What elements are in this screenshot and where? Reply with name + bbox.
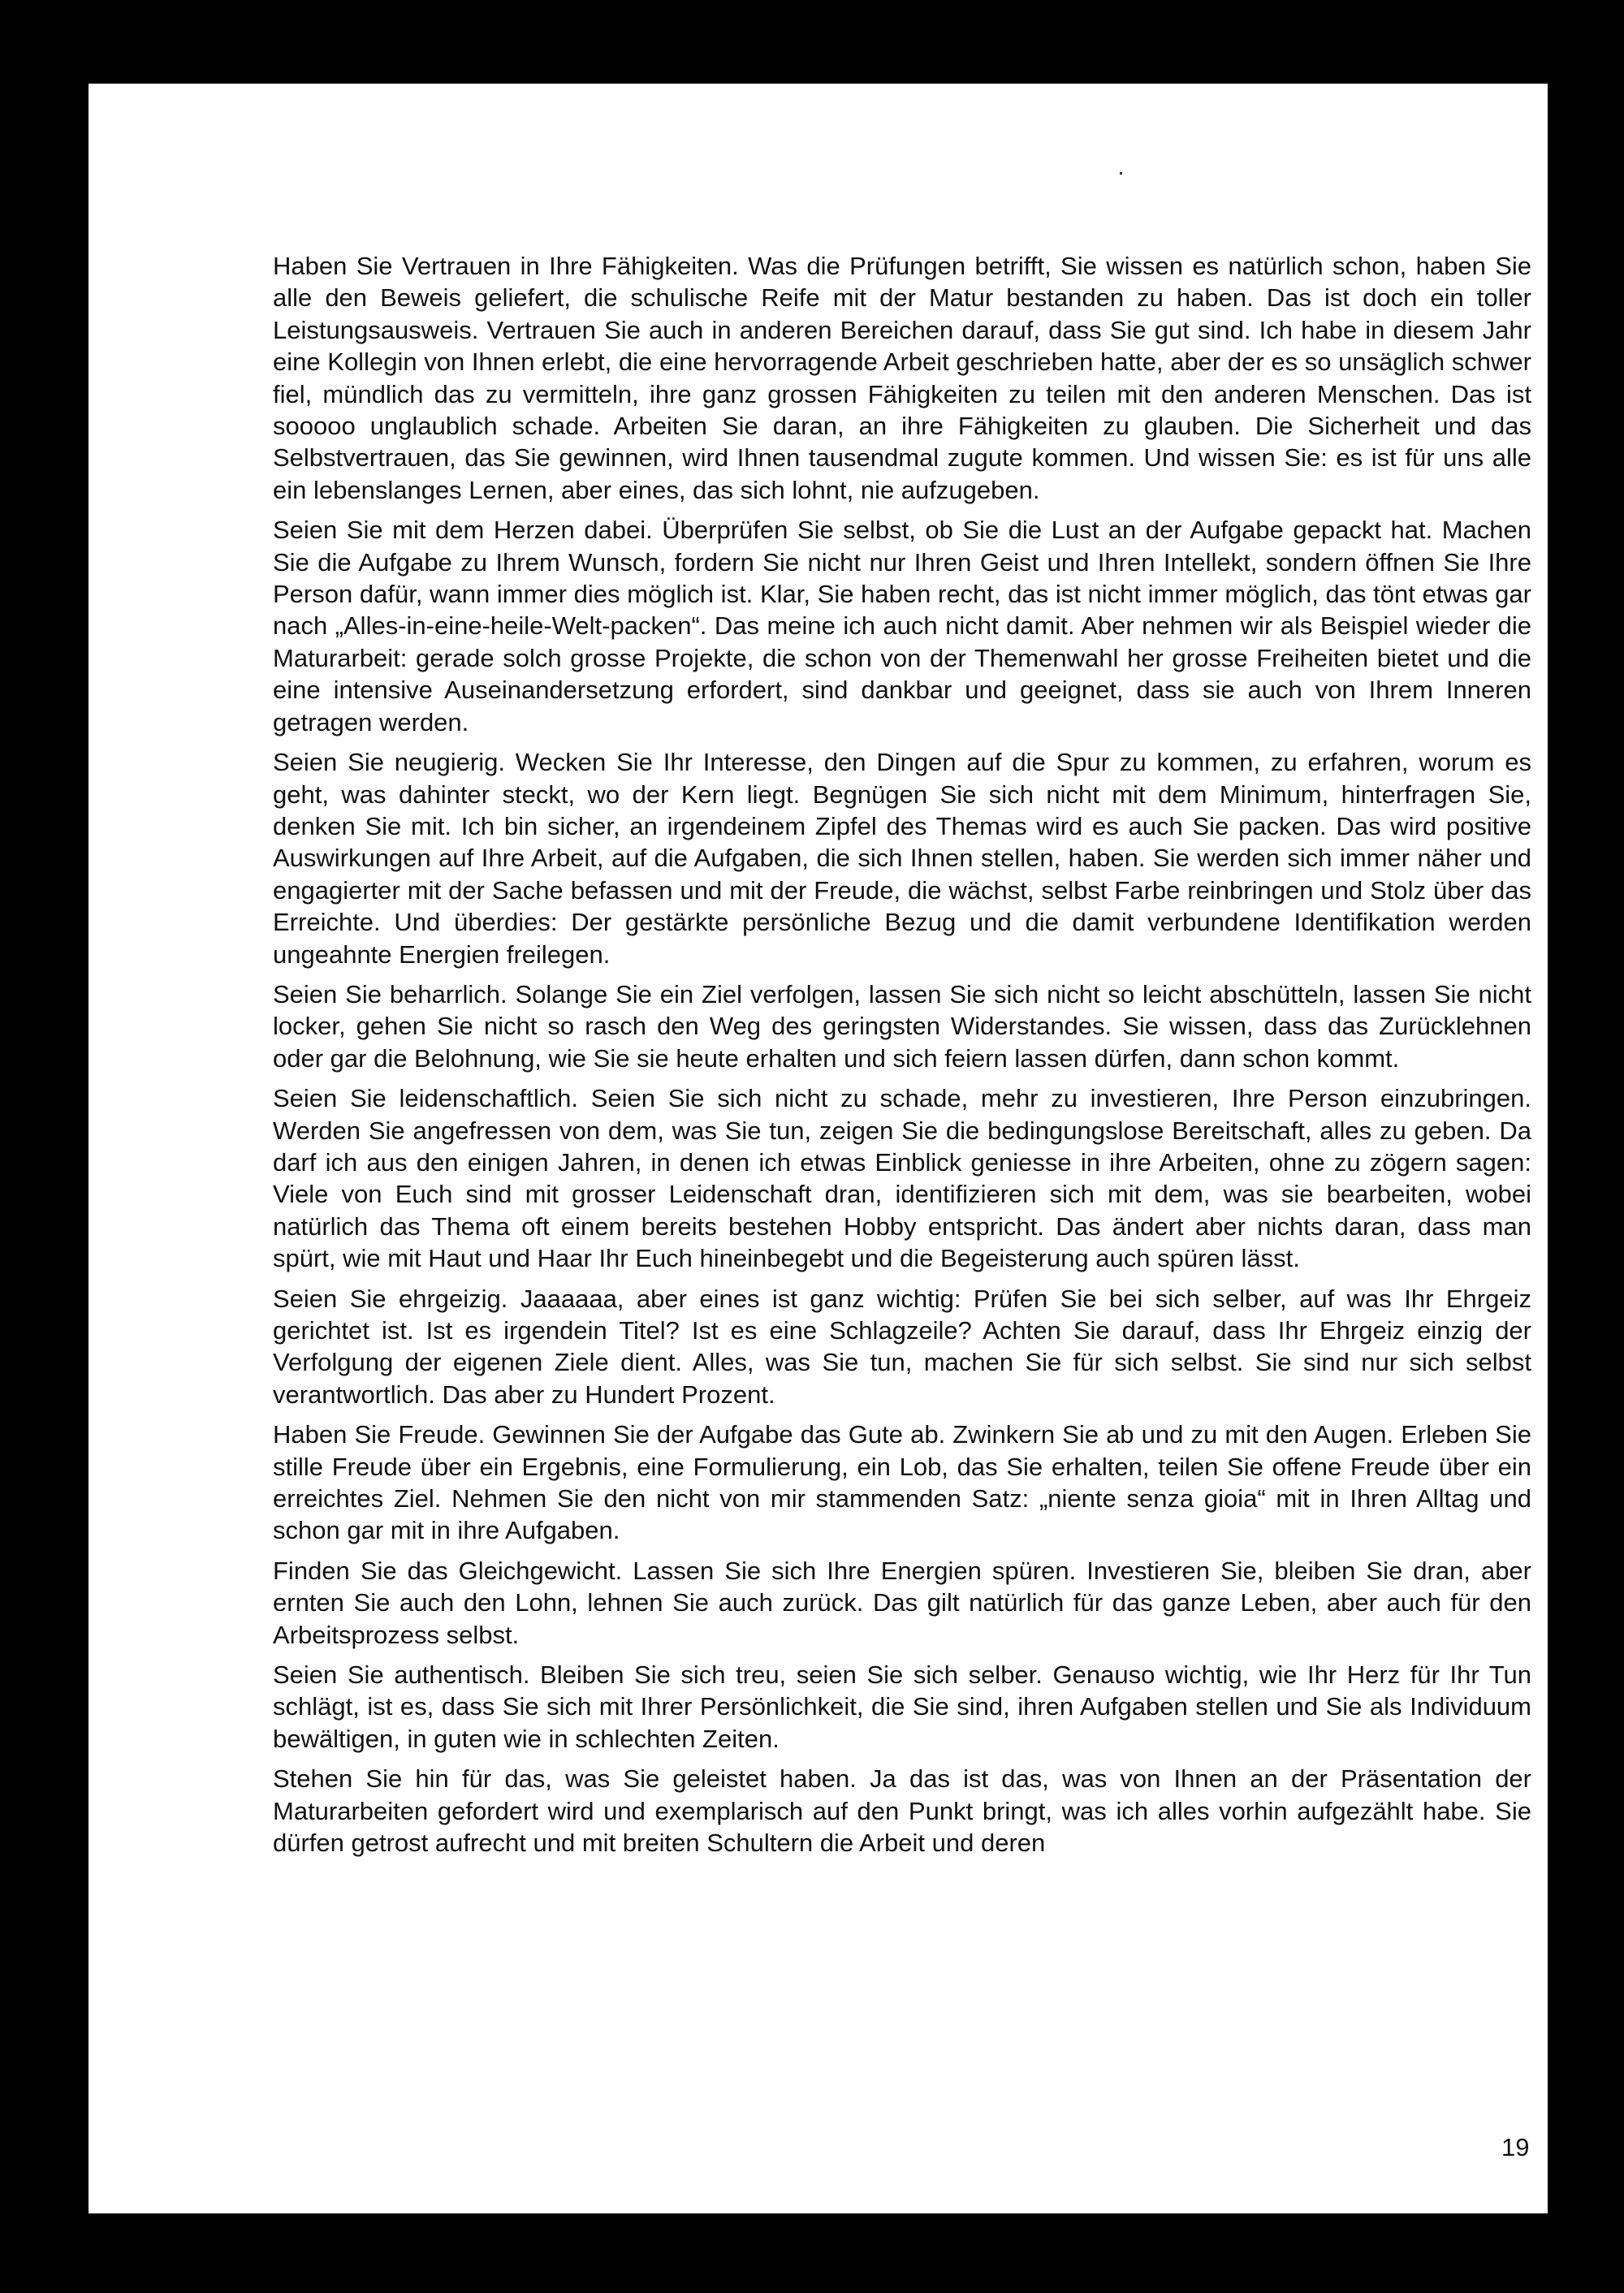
scan-speck (1120, 172, 1122, 175)
paragraph-neugierig: Seien Sie neugierig. Wecken Sie Ihr Interesse, den Dingen auf die Spur zu kommen, zu erfahren, worum es geht, was dahinter steckt, wo der Kern liegt. Begnügen Sie sich nicht mit dem Minimum, hinterfragen Sie, denken Sie mit. Ich bin sicher, an irgendeinem Zipfel des Themas wird es auch Sie packen. Das wird positive Auswirkungen auf Ihre Arbeit, auf die Aufgaben, die sich Ihnen stellen, haben. Sie werden sich immer näher und engagierter mit der Sache befassen und mit der Freude, die wächst, selbst Farbe reinbringen und Stolz über das Erreichte. Und überdies: Der gestärkte persönliche Bezug und die damit verbundene Identifikation werden ungeahnte Energien freilegen. (273, 748, 1531, 969)
paragraph-beharrlich: Seien Sie beharrlich. Solange Sie ein Ziel verfolgen, lassen Sie sich nicht so leicht abschütteln, lassen Sie nicht locker, gehen Sie nicht so rasch den Weg des geringsten Widerstandes. Sie wissen, dass das Zurücklehnen oder gar die Belohnung, wie Sie sie heute erhalten und sich feiern lassen dürfen, dann schon kommt. (273, 979, 1531, 1073)
paragraph-authentisch: Seien Sie authentisch. Bleiben Sie sich treu, seien Sie sich selber. Genauso wichtig, wie Ihr Herz für Ihr Tun schlägt, ist es, dass Sie sich mit Ihrer Persönlichkeit, die Sie sind, ihren Aufgaben stellen und Sie als Individuum bewältigen, in guten wie in schlechten Zeiten. (273, 1660, 1531, 1753)
page-number: 19 (1501, 2133, 1530, 2161)
paragraph-ehrgeizig: Seien Sie ehrgeizig. Jaaaaaa, aber eines ist ganz wichtig: Prüfen Sie bei sich selber, auf was Ihr Ehrgeiz gerichtet ist. Ist es irgendein Titel? Ist es eine Schlagzeile? Achten Sie darauf, dass Ihr Ehrgeiz einzig der Verfolgung der eigenen Ziele dient. Alles, was Sie tun, machen Sie für sich selbst. Sie sind nur sich selbst verantwortlich. Das aber zu Hundert Prozent. (273, 1284, 1531, 1409)
paragraph-gleichgewicht: Finden Sie das Gleichgewicht. Lassen Sie sich Ihre Energien spüren. Investieren Sie, bleiben Sie dran, aber ernten Sie auch den Lohn, lehnen Sie auch zurück. Das gilt natürlich für das ganze Leben, aber auch für den Arbeitsprozess selbst. (273, 1556, 1531, 1649)
paragraph-leidenschaftlich: Seien Sie leidenschaftlich. Seien Sie sich nicht zu schade, mehr zu investieren, Ihre Person einzubringen. Werden Sie angefressen von dem, was Sie tun, zeigen Sie die bedingungslose Bereitschaft, alles zu geben. Da darf ich aus den einigen Jahren, in denen ich etwas Einblick geniesse in ihre Arbeiten, ohne zu zögern sagen: Viele von Euch sind mit grosser Leidenschaft dran, identifizieren sich mit dem, was sie bearbeiten, wobei natürlich das Thema oft einem bereits bestehen Hobby entspricht. Das ändert aber nichts daran, dass man spürt, wie mit Haut und Haar Ihr Euch hineinbegebt und die Begeisterung auch spüren lässt. (273, 1084, 1531, 1273)
paragraph-freude: Haben Sie Freude. Gewinnen Sie der Aufgabe das Gute ab. Zwinkern Sie ab und zu mit den Augen. Erleben Sie stille Freude über ein Ergebnis, eine Formulierung, ein Lob, das Sie erhalten, teilen Sie offene Freude über ein erreichtes Ziel. Nehmen Sie den nicht von mir stammenden Satz: „niente senza gioia“ mit in Ihren Alltag und schon gar mit in ihre Aufgaben. (273, 1420, 1531, 1545)
paragraph-herzen: Seien Sie mit dem Herzen dabei. Überprüfen Sie selbst, ob Sie die Lust an der Aufgabe gepackt hat. Machen Sie die Aufgabe zu Ihrem Wunsch, fordern Sie nicht nur Ihren Geist und Ihren Intellekt, sondern öffnen Sie Ihre Person dafür, wann immer dies möglich ist. Klar, Sie haben recht, das ist nicht immer möglich, das tönt etwas gar nach „Alles-in-eine-heile-Welt-packen“. Das meine ich auch nicht damit. Aber nehmen wir als Beispiel wieder die Maturarbeit: gerade solch grosse Projekte, die schon von der Themenwahl her grosse Freiheiten bietet und die eine intensive Auseinandersetzung erfordert, sind dankbar und geeignet, dass sie auch von Ihrem Inneren getragen werden. (273, 516, 1531, 736)
document-body (273, 250, 1531, 1868)
paragraph-vertrauen: Haben Sie Vertrauen in Ihre Fähigkeiten. Was die Prüfungen betrifft, Sie wissen es natürlich schon, haben Sie alle den Beweis geliefert, die schulische Reife mit der Matur bestanden zu haben. Das ist doch ein toller Leistungsausweis. Vertrauen Sie auch in anderen Bereichen darauf, dass Sie gut sind. Ich habe in diesem Jahr eine Kollegin von Ihnen erlebt, die eine hervorragende Arbeit geschrieben hatte, aber der es so unsäglich schwer fiel, mündlich das zu vermitteln, ihre ganz grossen Fähigkeiten zu teilen mit den anderen Menschen. Das ist sooooo unglaublich schade. Arbeiten Sie daran, an ihre Fähigkeiten zu glauben. Die Sicherheit und das Selbstvertrauen, das Sie gewinnen, wird Ihnen tausendmal zugute kommen. Und wissen Sie: es ist für uns alle ein lebenslanges Lernen, aber eines, das sich lohnt, nie aufzugeben. (273, 252, 1531, 504)
paragraph-hinstehen: Stehen Sie hin für das, was Sie geleistet haben. Ja das ist das, was von Ihnen an der Präsentation der Maturarbeiten gefordert wird und exemplarisch auf den Punkt bringt, was ich alles vorhin aufgezählt habe. Sie dürfen getrost aufrecht und mit breiten Schultern die Arbeit und deren (273, 1764, 1531, 1858)
document-page (89, 84, 1548, 2213)
